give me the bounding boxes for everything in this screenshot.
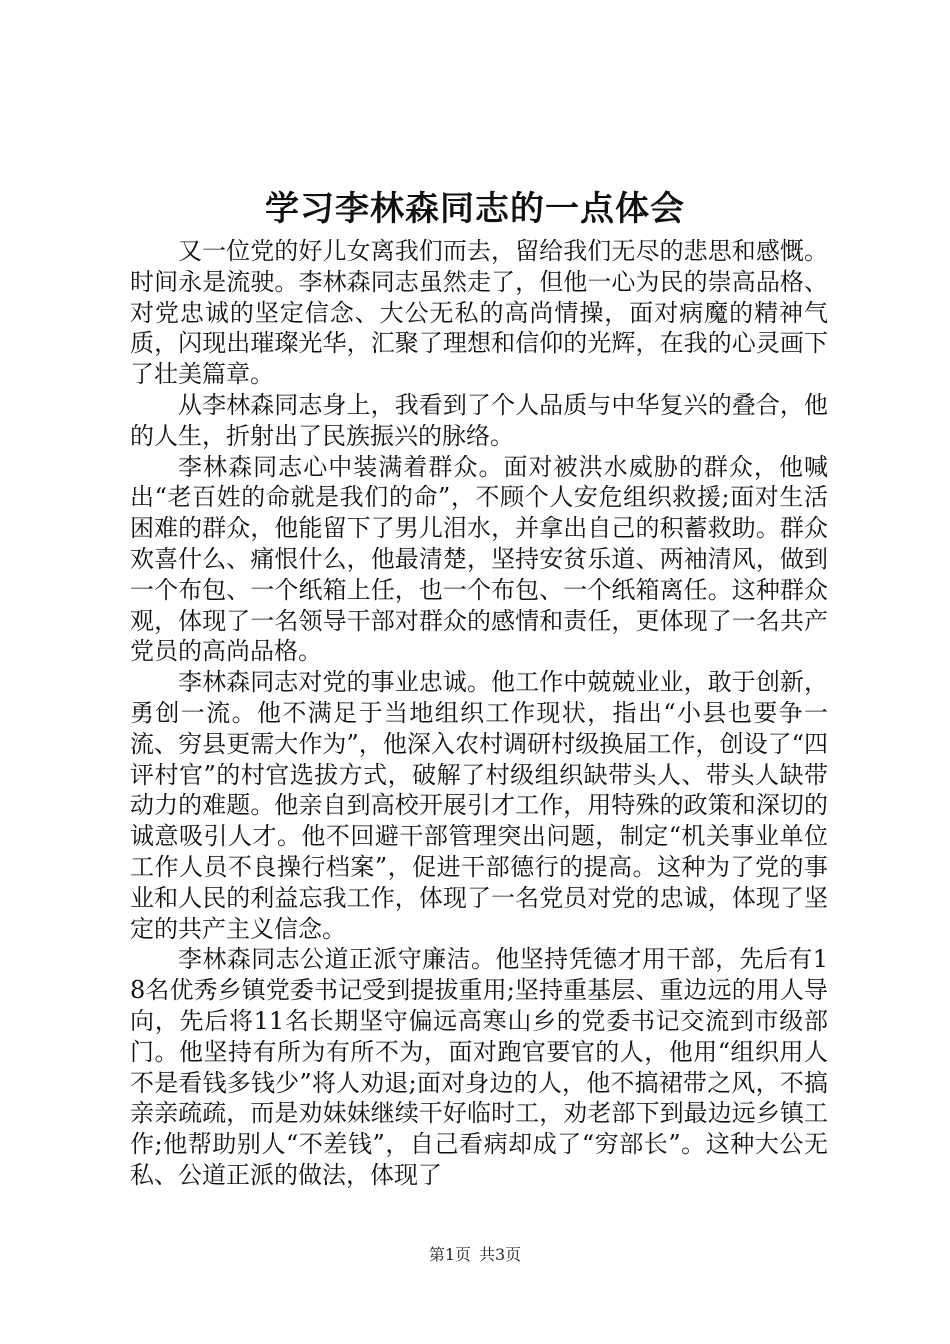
paragraph-5: 李林森同志公道正派守廉洁。他坚持凭德才用干部，先后有18名优秀乡镇党委书记受到提拔重用;坚持重基层、重边远的用人导向，先后将11名长期坚守偏远高寒山乡的党委书记交流到市级部门。他坚持有所为有所不为，面对跑官要官的人，他用“组织用人不是看钱多钱少”将人劝退;面对身边的人，他不搞裙带之风，不搞亲亲疏疏，而是劝妹妹继续干好临时工，劝老部下到最边远乡镇工作;他帮助别人“不差钱”，自己看病却成了“穷部长”。这种大公无私、公道正派的做法，体现了: [130, 945, 828, 1189]
document-title: 学习李林森同志的一点体会: [265, 189, 685, 229]
page-number: 第1页: [428, 1245, 471, 1264]
paragraph-2: 从李林森同志身上，我看到了个人品质与中华复兴的叠合，他的人生，折射出了民族振兴的脉络。: [130, 390, 828, 450]
document-body: [130, 236, 828, 1191]
paragraph-3: 李林森同志心中装满着群众。面对被洪水威胁的群众，他喊出“老百姓的命就是我们的命”，不顾个人安危组织救援;面对生活困难的群众，他能留下了男儿泪水，并拿出自己的积蓄救助。群众欢喜什么、痛恨什么，他最清楚，坚持安贫乐道、两袖清风，做到一个布包、一个纸箱上任，也一个布包、一个纸箱离任。这种群众观，体现了一名领导干部对群众的感情和责任，更体现了一名共产党员的高尚品格。: [130, 452, 828, 666]
page-total: 共3页: [479, 1245, 522, 1264]
page-footer: [0, 1244, 950, 1266]
paragraph-4: 李林森同志对党的事业忠诚。他工作中兢兢业业，敢于创新，勇创一流。他不满足于当地组织工作现状，指出“小县也要争一流、穷县更需大作为”，他深入农村调研村级换届工作，创设了“四评村官”的村官选拔方式，破解了村级组织缺带头人、带头人缺带动力的难题。他亲自到高校开展引才工作，用特殊的政策和深切的诚意吸引人才。他不回避干部管理突出问题，制定“机关事业单位工作人员不良操行档案”，促进干部德行的提高。这种为了党的事业和人民的利益忘我工作，体现了一名党员对党的忠诚，体现了坚定的共产主义信念。: [130, 668, 828, 943]
paragraph-1: 又一位党的好儿女离我们而去，留给我们无尽的悲思和感慨。时间永是流驶。李林森同志虽然走了，但他一心为民的崇高品格、对党忠诚的坚定信念、大公无私的高尚情操，面对病魔的精神气质，闪现出璀璨光华，汇聚了理想和信仰的光辉，在我的心灵画下了壮美篇章。: [130, 237, 828, 389]
